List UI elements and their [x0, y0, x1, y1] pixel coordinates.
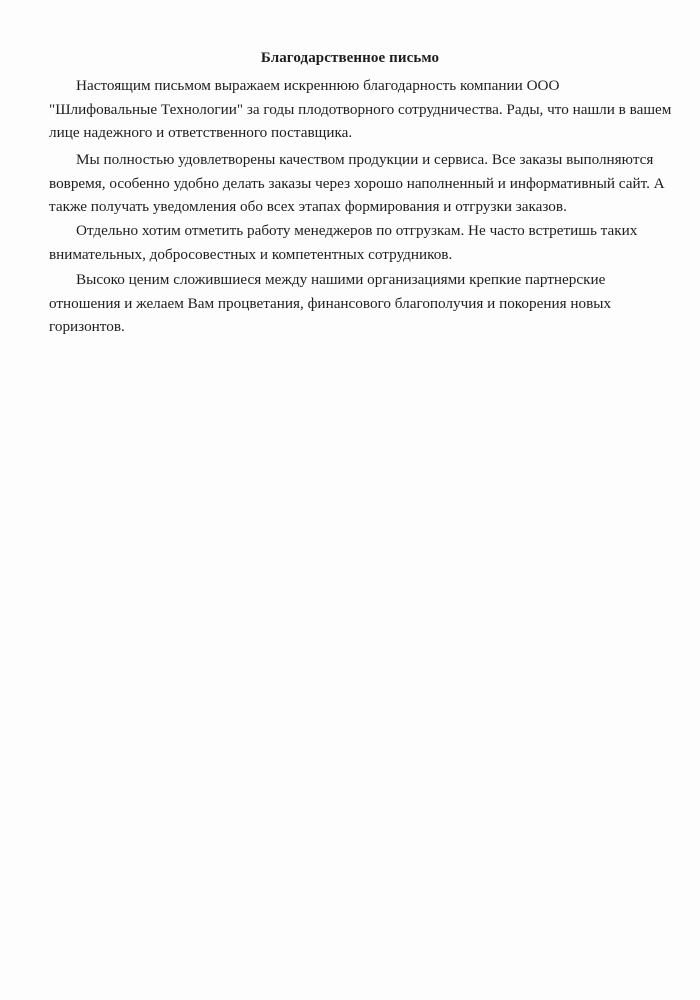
paragraph-line: Высоко ценим сложившиеся между нашими организациями крепкие партнерские [76, 271, 606, 288]
paragraph-3 [49, 219, 676, 266]
paragraph-line: также получать уведомления обо всех этапах формирования и отгрузки заказов. [49, 198, 567, 215]
paragraph-2 [49, 148, 676, 219]
paragraph-line: вовремя, особенно удобно делать заказы через хорошо наполненный и информативный сайт. А [49, 174, 665, 192]
paragraph-line: Настоящим письмом выражаем искреннюю благодарность компании ООО [76, 77, 560, 94]
paragraph-line: отношения и желаем Вам процветания, финансового благополучия и покорения новых [49, 294, 612, 312]
paragraph-line: внимательных, добросовестных и компетентных сотрудников. [49, 245, 453, 263]
paragraph-4 [49, 268, 676, 339]
paragraph-line: лице надежного и ответственного поставщика. [49, 124, 353, 141]
paragraph-1 [49, 74, 676, 145]
paragraph-line: Мы полностью удовлетворены качеством продукции и сервиса. Все заказы выполняются [76, 151, 654, 168]
paragraph-line: горизонтов. [49, 318, 125, 335]
paragraph-line: Отдельно хотим отметить работу менеджеров по отгрузкам. Не часто встретишь таких [76, 222, 638, 239]
letter-title: Благодарственное письмо [260, 50, 440, 66]
paragraph-line: "Шлифовальные Технологии" за годы плодотворного сотрудничества. Рады, что нашли в вашем [49, 100, 672, 118]
